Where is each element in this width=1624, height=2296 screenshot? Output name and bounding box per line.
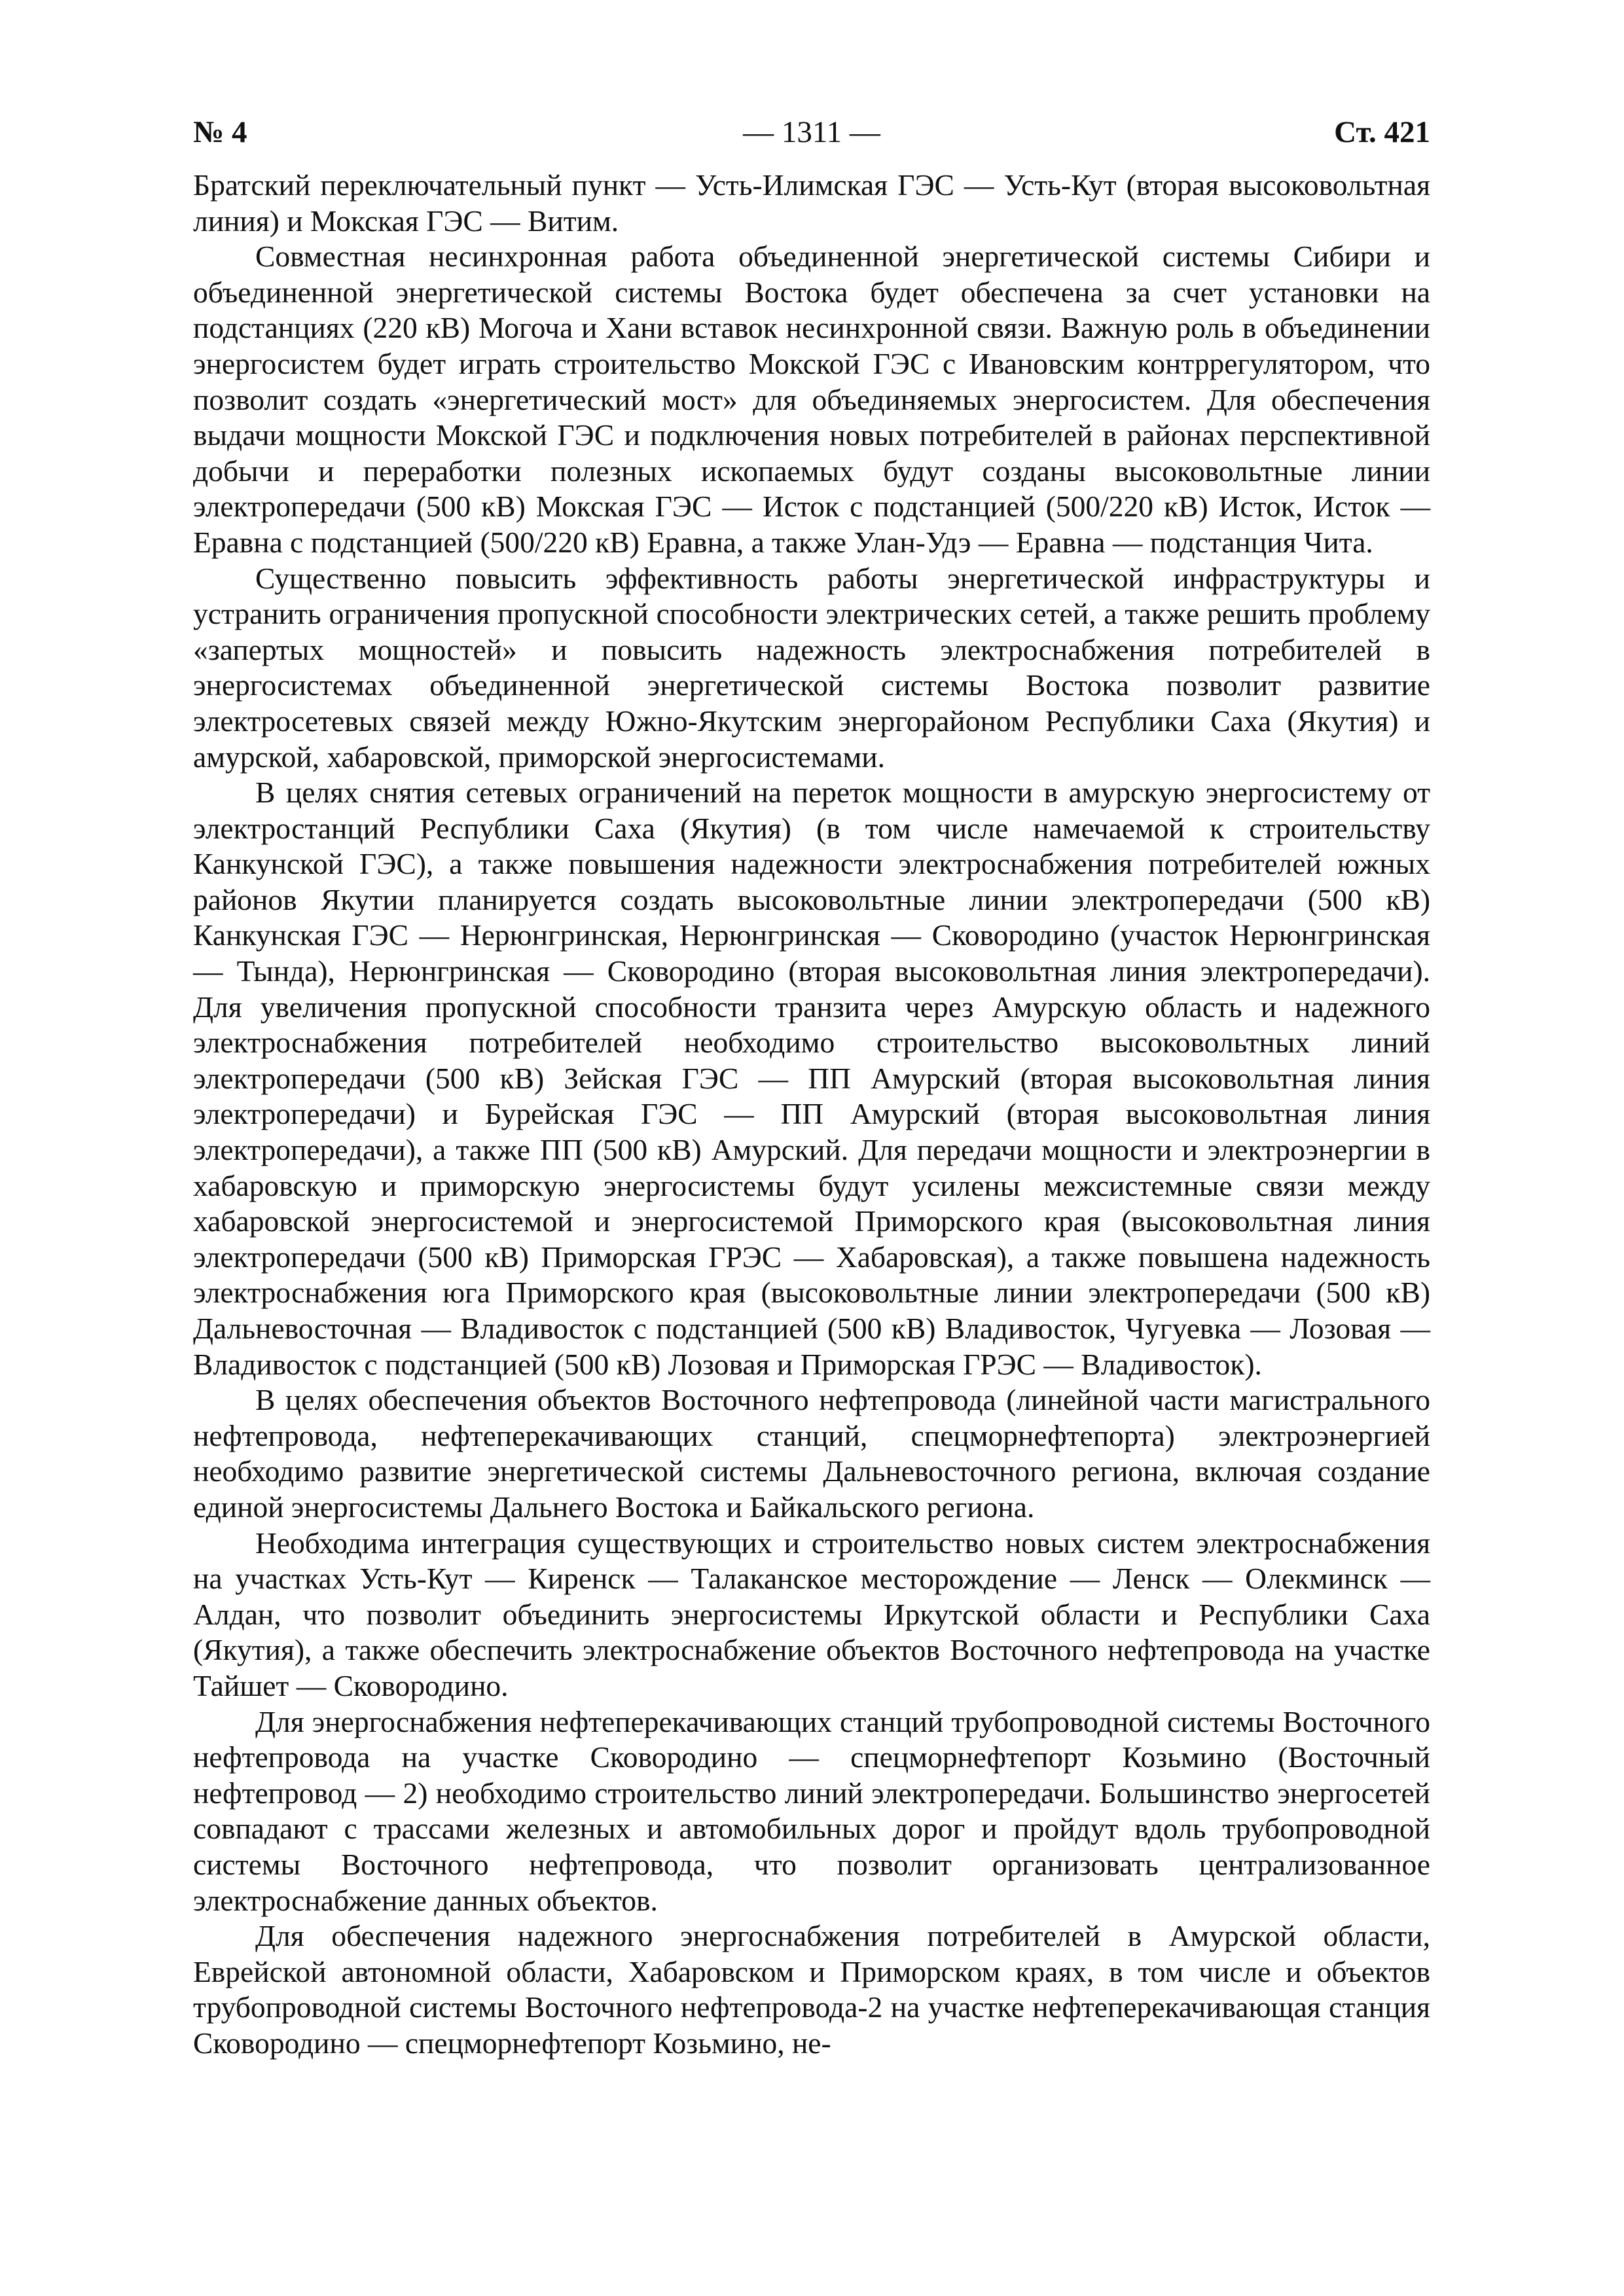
paragraph: Для обеспечения надежного энергоснабжения потребителей в Амурской области, Еврейской автономной области, Хабаровском и Приморском краях, в том числе и объектов трубопроводной системы Восточного нефтепровода-2 на участке нефтеперекачивающая станция Сковородино — спецморнефтепорт Козьмино, не- — [193, 1919, 1430, 2060]
paragraph: В целях обеспечения объектов Восточного нефтепровода (линейной части магистрального нефтепровода, нефтеперекачивающих станций, спецморнефтепорта) электроэнергией необходимо развитие энергетической системы Дальневосточного региона, включая создание единой энергосистемы Дальнего Востока и Байкальского региона. — [193, 1383, 1430, 1524]
running-header — [193, 111, 1430, 153]
paragraph: Совместная несинхронная работа объединенной энергетической системы Сибири и объединенной энергетической системы Востока будет обеспечена за счет установки на подстанциях (220 кВ) Могоча и Хани вставок несинхронной связи. Важную роль в объединении энергосистем будет играть строительство Мокской ГЭС с Ивановским контррегулятором, что позволит создать «энергетический мост» для объединяемых энергосистем. Для обеспечения выдачи мощности Мокской ГЭС и подключения новых потребителей в районах перспективной добычи и переработки полезных ископаемых будут созданы высоковольтные линии электропередачи (500 кВ) Мокская ГЭС — Исток с подстанцией (500/220 кВ) Исток, Исток — Еравна с подстанцией (500/220 кВ) Еравна, а также Улан-Удэ — Еравна — подстанция Чита. — [193, 240, 1430, 559]
paragraph: Существенно повысить эффективность работы энергетической инфраструктуры и устранить ограничения пропускной способности электрических сетей, а также решить проблему «запертых мощностей» и повысить надежность электроснабжения потребителей в энергосистемах объединенной энергетической системы Востока позволит развитие электросетевых связей между Южно-Якутским энергорайоном Республики Саха (Якутия) и амурской, хабаровской, приморской энергосистемами. — [193, 561, 1430, 774]
paragraph: В целях снятия сетевых ограничений на переток мощности в амурскую энергосистему от электростанций Республики Саха (Якутия) (в том числе намечаемой к строительству Канкунской ГЭС), а также повышения надежности электроснабжения потребителей южных районов Якутии планируется создать высоковольтные линии электропередачи (500 кВ) Канкунская ГЭС — Нерюнгринская, Нерюнгринская — Сковородино (участок Нерюнгринская — Тында), Нерюнгринская — Сковородино (вторая высоковольтная линия электропередачи). Для увеличения пропускной способности транзита через Амурскую область и надежного электроснабжения потребителей необходимо строительство высоковольтных линий электропередачи (500 кВ) Зейская ГЭС — ПП Амурский (вторая высоковольтная линия электропередачи) и Бурейская ГЭС — ПП Амурский (вторая высоковольтная линия электропередачи), а также ПП (500 кВ) Амурский. Для передачи мощности и электроэнергии в хабаровскую и приморскую энергосистемы будут усилены межсистемные связи между хабаровской энергосистемой и энергосистемой Приморского края (высоковольтная линия электропередачи (500 кВ) Приморская ГРЭС — Хабаровская), а также повышена надежность электроснабжения юга Приморского края (высоковольтные линии электропередачи (500 кВ) Дальневосточная — Владивосток с подстанцией (500 кВ) Владивосток, Чугуевка — Лозовая — Владивосток с подстанцией (500 кВ) Лозовая и Приморская ГРЭС — Владивосток). — [193, 776, 1430, 1381]
document-body — [193, 168, 1430, 2061]
paragraph: Для энергоснабжения нефтеперекачивающих станций трубопроводной системы Восточного нефтепровода на участке Сковородино — спецморнефтепорт Козьмино (Восточный нефтепровод — 2) необходимо строительство линий электропередачи. Большинство энергосетей совпадают с трассами железных и автомобильных дорог и пройдут вдоль трубопроводной системы Восточного нефтепровода, что позволит организовать централизованное электроснабжение данных объектов. — [193, 1704, 1430, 1917]
paragraph-continuation: Братский переключательный пункт — Усть-Илимская ГЭС — Усть-Кут (вторая высоковольтная линия) и Мокская ГЭС — Витим. — [193, 168, 1430, 238]
page-number: — 1311 — — [743, 115, 880, 149]
paragraph: Необходима интеграция существующих и строительство новых систем электроснабжения на участках Усть-Кут — Киренск — Талаканское месторождение — Ленск — Олекминск — Алдан, что позволит объединить энергосистемы Иркутской области и Республики Саха (Якутия), а также обеспечить электроснабжение объектов Восточного нефтепровода на участке Тайшет — Сковородино. — [193, 1526, 1430, 1702]
issue-number: № 4 — [193, 115, 247, 149]
document-page — [193, 111, 1430, 2061]
article-number: Ст. 421 — [1334, 115, 1430, 149]
